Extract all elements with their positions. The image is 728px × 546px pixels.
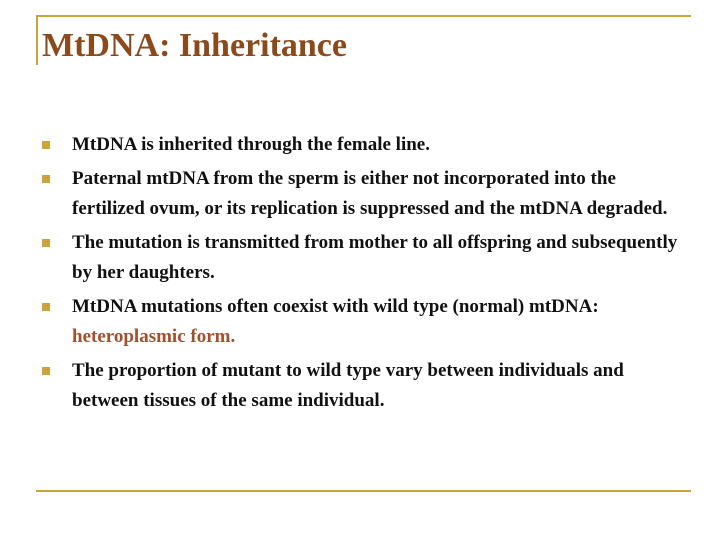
highlighted-term: heteroplasmic form. <box>72 326 236 347</box>
square-bullet-icon <box>42 367 50 375</box>
square-bullet-icon <box>42 175 50 183</box>
bullet-item <box>40 130 690 160</box>
square-bullet-icon <box>42 303 50 311</box>
bullet-text: The proportion of mutant to wild type vary between individuals and between tissues of the same individual. <box>72 360 624 411</box>
bullet-item <box>40 164 690 224</box>
square-bullet-icon <box>42 141 50 149</box>
square-bullet-icon <box>42 239 50 247</box>
title-left-rule <box>36 15 38 65</box>
bullet-text: MtDNA mutations often coexist with wild type (normal) mtDNA: <box>72 296 599 317</box>
bullet-text: The mutation is transmitted from mother to all offspring and subsequently by her daughters. <box>72 232 678 283</box>
slide-title: MtDNA: Inheritance <box>42 27 347 64</box>
bullet-text: MtDNA is inherited through the female line. <box>72 134 430 155</box>
bottom-rule <box>36 490 691 492</box>
bullet-list <box>40 130 690 420</box>
bullet-text: Paternal mtDNA from the sperm is either not incorporated into the fertilized ovum, or its replication is suppressed and the mtDNA degraded. <box>72 168 668 219</box>
bullet-item <box>40 292 690 352</box>
top-rule <box>36 15 691 17</box>
bullet-item <box>40 356 690 416</box>
bullet-item <box>40 228 690 288</box>
